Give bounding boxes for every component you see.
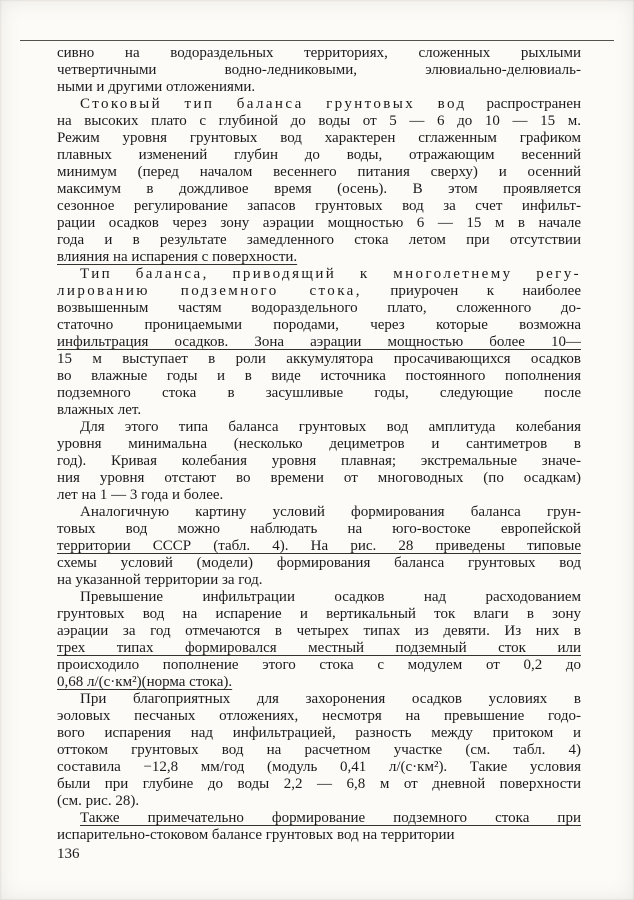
text-line: Режим уровня грунтовых вод характерен сглаженным графиком [57,130,581,146]
text-line: на указанной территории за год. [57,572,263,588]
paragraph [57,810,581,844]
text-line: Аналогичную картину условий формирования баланса грун- [80,504,581,520]
emphasis-spaced-text: лированию подземного стока, [57,283,362,299]
text-line: грунтовых вод на испарение и вертикальный ток влаги в зону [57,606,581,622]
text-line: минимум (перед началом весеннего питания сверху) и осенний [57,164,581,180]
paragraph [57,589,581,691]
paragraph [57,504,581,589]
emphasis-spaced-text: Тип баланса, приводящий к многолетнему регу- [80,266,581,282]
text-line: вого испарения над инфильтрацией, разность между притоком и [57,725,581,741]
text-line: подземного стока в засушливые годы, следующие после [57,385,581,401]
text-line: четвертичными водно-ледниковыми, элювиально-делювиаль- [57,62,581,78]
text-line: трех типах формировался местный подземный сток или [57,640,581,656]
text-line: (см. рис. 28). [57,793,140,809]
paragraph [57,96,581,266]
text-line: территории СССР (табл. 4). На рис. 28 приведены типовые [57,538,581,554]
page-top-rule [20,40,614,41]
text-line: ными и другими отложениями. [57,79,256,95]
text-line: товых вод можно наблюдать на юго-востоке европейской [57,521,581,537]
text-line: влияния на испарения с поверхности. [57,249,298,265]
text-line: При благоприятных для захоронения осадков условиях в [80,691,581,707]
text-line: 15 м выступает в роли аккумулятора просачивающихся осадков [57,351,581,367]
text-line: максимум в дождливое время (осень). В этом проявляется [57,181,581,197]
text-line: сезонное регулирование запасов грунтовых вод за счет инфильт- [57,198,581,214]
text-line: лет на 1 — 3 года и более. [57,487,224,503]
text-line: плавных изменений глубин до воды, отражающим весенний [57,147,581,163]
text-line: во влажные годы и в виде источника постоянного пополнения [57,368,581,384]
text-line: Стоковый тип баланса грунтовых вод распространен [80,96,581,112]
paragraph [57,45,581,96]
text-line: год). Кривая колебания уровня плавная; экстремальные значе- [57,453,581,469]
text-line: ния уровня отстают во времени от многоводных (по осадкам) [57,470,581,486]
text-line: 0,68 л/(с·км²)(норма стока). [57,674,233,690]
text-line: года и в результате замедленного стока летом при отсутствии [57,232,581,248]
text-line: Также примечательно формирование подземного стока при [80,810,581,826]
text-line: на высоких плато с глубиной до воды от 5 — 6 до 10 — 15 м. [57,113,581,129]
text-line: Превышение инфильтрации осадков над расходованием [80,589,581,605]
text-line: оттоком грунтовых вод на расчетном участке (см. табл. 4) [57,742,581,758]
text-line: влажных лет. [57,402,142,418]
text-line: уровня минимальна (несколько дециметров и сантиметров в [57,436,581,452]
page-number: 136 [57,846,80,862]
emphasis-spaced-text: Стоковый тип баланса грунтовых вод [80,96,467,112]
text-line: составила −12,8 мм/год (модуль 0,41 л/(с·км²). Такие условия [57,759,581,775]
text-line: рации осадков через зону аэрации мощностью 6 — 15 м в начале [57,215,581,231]
text-line: происходило пополнение этого стока с модулем от 0,2 до [57,657,581,673]
paragraph [57,419,581,504]
paragraph [57,691,581,810]
text-line: сивно на водораздельных территориях, сложенных рыхлыми [57,45,581,61]
text-block [57,45,581,844]
text-line: Для этого типа баланса грунтовых вод амплитуда колебания [80,419,581,435]
text-line: возвышенным частям водораздельного плато, сложенного до- [57,300,581,316]
text-line: инфильтрация осадков. Зона аэрации мощностью более 10— [57,334,581,350]
text-line: эоловых песчаных отложениях, несмотря на превышение годо- [57,708,581,724]
text-line: схемы условий (модели) формирования баланса грунтовых вод [57,555,581,571]
text-line: аэрации за год отмечаются в четырех типах из девяти. Из них в [57,623,581,639]
text-line: были при глубине до воды 2,2 — 6,8 м от дневной поверхности [57,776,581,792]
paragraph [57,266,581,419]
text-line: испарительно-стоковом балансе грунтовых вод на территории [57,827,455,843]
text-line [57,266,581,283]
text-line: лированию подземного стока, приурочен к наиболее [57,283,581,299]
text-line: статочно проницаемыми породами, через которые возможна [57,317,581,333]
